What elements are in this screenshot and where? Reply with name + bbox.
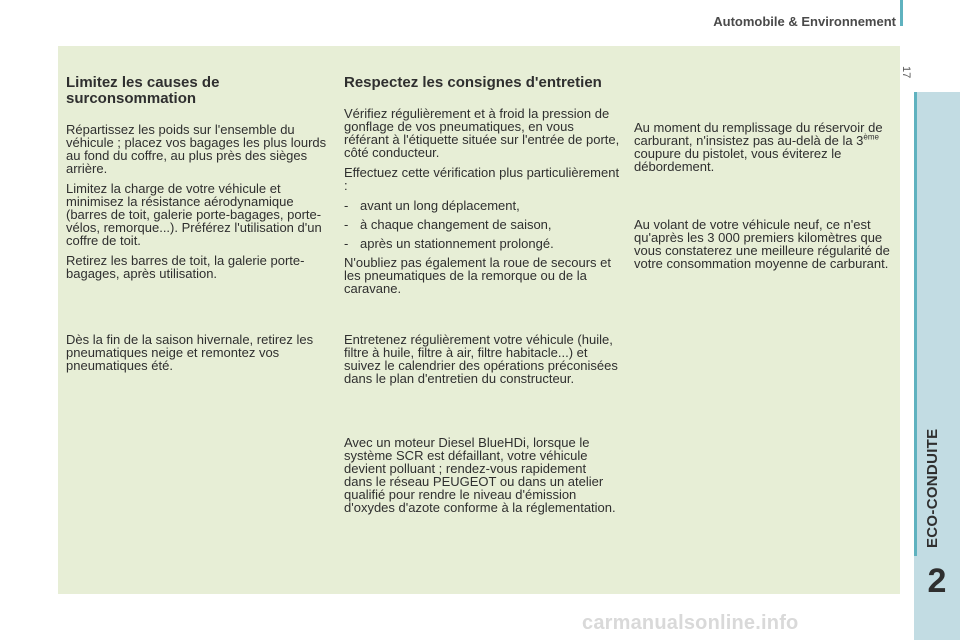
left-heading: Limitez les causes de surconsommation (66, 74, 220, 107)
bullet-dash: - (344, 236, 349, 251)
middle-column-maintenance (344, 333, 620, 392)
left-column (66, 75, 328, 287)
bullet-item (344, 199, 620, 212)
middle-paragraph-check: Effectuez cette vérification plus particulièrement : (344, 165, 620, 193)
left-paragraph-load: Limitez la charge de votre véhicule et minimisez la résistance aérodynamique (barres de toit, galerie porte-bagages, porte-vélos, remorque...). Préférez l'utilisation d'un coffre de toit. (66, 181, 322, 248)
middle-column-diesel (344, 436, 616, 521)
right-fuel-superscript: ème (863, 132, 879, 142)
right-paragraph-new-vehicle: Au volant de votre véhicule neuf, ce n'est qu'après les 3 000 premiers kilomètres que vous constaterez une meilleure régularité de votre consommation moyenne de carburant. (634, 217, 890, 271)
left-paragraph-winter: Dès la fin de la saison hivernale, retirez les pneumatiques neige et remontez vos pneumatiques été. (66, 332, 314, 373)
bullet-text: à chaque changement de saison, (360, 217, 552, 232)
header-title: Automobile & Environnement (713, 14, 896, 29)
middle-column (344, 75, 620, 302)
bullet-text: avant un long déplacement, (360, 198, 520, 213)
right-column-new-vehicle (634, 218, 892, 277)
right-paragraph-fuel (634, 121, 896, 173)
middle-paragraph-pressure: Vérifiez régulièrement et à froid la pression de gonflage de vos pneumatiques, en vous référant à l'étiquette située sur l'entrée de porte, côté conducteur. (344, 106, 620, 160)
bullet-dash: - (344, 198, 349, 213)
middle-paragraph-spare: N'oubliez pas également la roue de secours et les pneumatiques de la remorque ou de la caravane. (344, 255, 611, 296)
left-paragraph-roof-bars: Retirez les barres de toit, la galerie porte-bagages, après utilisation. (66, 253, 305, 281)
bullet-text: après un stationnement prolongé. (360, 236, 554, 251)
right-fuel-text-before: Au moment du remplissage du réservoir de carburant, n'insistez pas au-delà de la 3 (634, 120, 883, 148)
middle-paragraph-diesel: Avec un moteur Diesel BlueHDi, lorsque le système SCR est défaillant, votre véhicule devient polluant ; rendez-vous rapidement dans le réseau PEUGEOT ou dans un atelier qualifié pour rendre le niveau d'émission d'oxydes d'azote conforme à la réglementation. (344, 435, 616, 515)
bullet-item (344, 237, 620, 250)
chapter-number: 2 (927, 562, 947, 600)
left-column-winter (66, 333, 324, 379)
left-paragraph-weight: Répartissez les poids sur l'ensemble du véhicule ; placez vos bagages les plus lourds au fond du coffre, au plus près des sièges arrière. (66, 122, 327, 176)
page-number: 17 (900, 66, 912, 79)
right-fuel-text-after: coupure du pistolet, vous éviterez le débordement. (634, 146, 842, 174)
chapter-side-tab (914, 92, 960, 640)
chapter-accent-rule (914, 92, 917, 556)
header-accent-rule (900, 0, 903, 26)
right-column-fuel (634, 121, 896, 180)
watermark-logo: carmanualsonline.info (582, 612, 799, 634)
bullet-item (344, 218, 620, 231)
bullet-dash: - (344, 217, 349, 232)
chapter-label: ECO-CONDUITE (924, 428, 941, 548)
middle-paragraph-maintenance: Entretenez régulièrement votre véhicule (huile, filtre à huile, filtre à air, filtre habitacle...) et suivez le calendrier des opérations préconisées dans le plan d'entretien du constructeur. (344, 332, 618, 386)
middle-heading: Respectez les consignes d'entretien (344, 74, 602, 91)
